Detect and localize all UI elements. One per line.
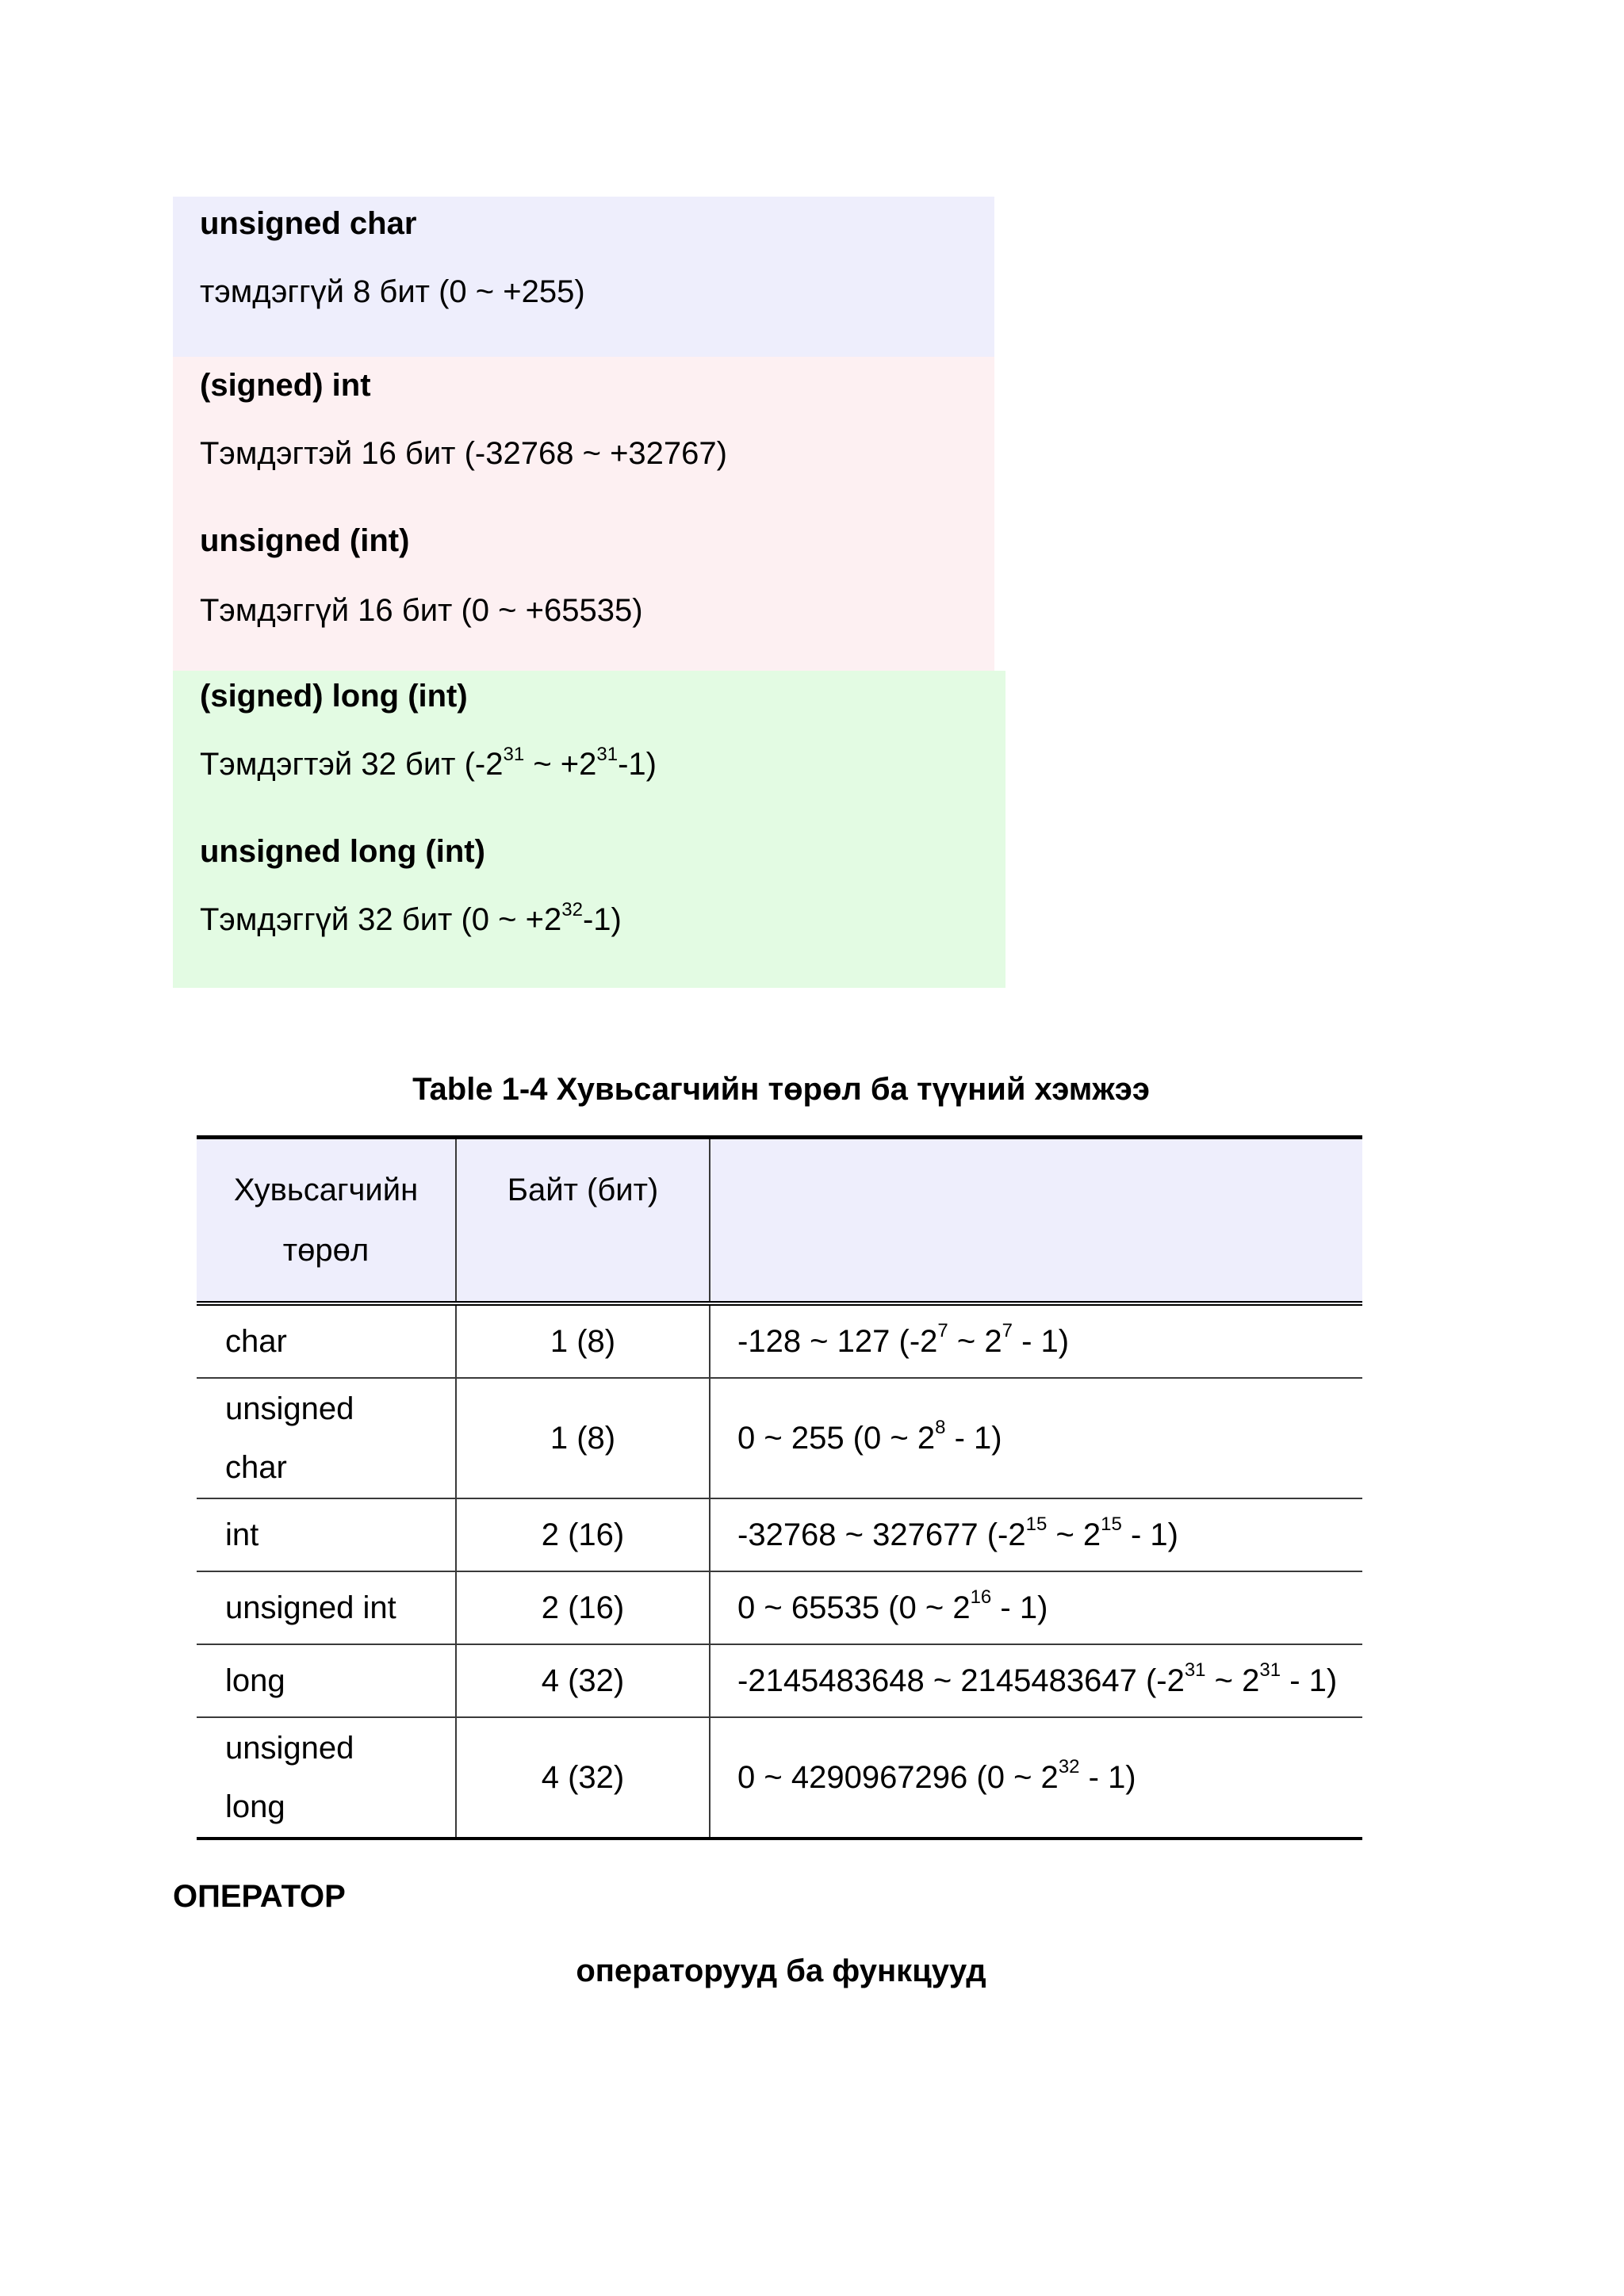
cell-type: long xyxy=(197,1644,456,1717)
type-block-unsigned-char xyxy=(173,197,994,357)
section-heading: ОПЕРАТОР xyxy=(173,1879,346,1914)
table-row xyxy=(197,1644,1362,1717)
table-row xyxy=(197,1303,1362,1378)
cell-bytes: 1 (8) xyxy=(456,1378,710,1498)
cell-bytes: 4 (32) xyxy=(456,1717,710,1839)
cell-bytes: 4 (32) xyxy=(456,1644,710,1717)
type-description: Тэмдэгтэй 16 бит (-32768 ~ +32767) xyxy=(200,436,727,471)
type-title: (signed) long (int) xyxy=(200,679,468,714)
cell-range: -2145483648 ~ 2145483647 ($-2^{31}$ ~ $2^{31} - 1$) xyxy=(710,1644,1362,1717)
type-title: unsigned char xyxy=(200,206,417,241)
cell-type: unsigned char xyxy=(197,1378,456,1498)
type-title: unsigned (int) xyxy=(200,523,410,558)
table-row xyxy=(197,1378,1362,1498)
exponent: 32 xyxy=(1058,1756,1080,1778)
type-block-long xyxy=(173,671,1005,988)
header-range xyxy=(710,1138,1362,1304)
cell-range: 0 ~ 4290967296 (0 ~ $2^{32} - 1$) xyxy=(710,1717,1362,1839)
variable-types-table xyxy=(197,1135,1362,1840)
cell-bytes: 2 (16) xyxy=(456,1498,710,1571)
exponent: 7 xyxy=(937,1320,948,1342)
exponent: 16 xyxy=(970,1586,992,1609)
type-block-int xyxy=(173,357,994,671)
section-subheading: операторууд ба функцууд xyxy=(576,1954,986,1988)
exponent: 15 xyxy=(1101,1513,1122,1536)
type-description: Тэмдэггүй 32 бит (0 ~ $+2^{32}-1$) xyxy=(200,898,622,937)
cell-bytes: 1 (8) xyxy=(456,1303,710,1378)
exponent: 31 xyxy=(1259,1659,1281,1682)
cell-type: unsigned int xyxy=(197,1571,456,1644)
cell-range: -128 ~ 127 ($-2^7$ ~ $2^7 - 1$) xyxy=(710,1303,1362,1378)
cell-range: -32768 ~ 327677 ($-2^{15}$ ~ $2^{15} - 1$) xyxy=(710,1498,1362,1571)
header-type: Хувьсагчийн төрөл xyxy=(197,1138,456,1304)
header-bytes: Байт (бит) xyxy=(456,1138,710,1304)
cell-type: char xyxy=(197,1303,456,1378)
table-row xyxy=(197,1717,1362,1839)
table-caption: Table 1-4 Хувьсагчийн төрөл ба түүний хэмжээ xyxy=(412,1072,1150,1107)
cell-type: unsigned long xyxy=(197,1717,456,1839)
cell-range: 0 ~ 255 (0 ~ $2^8 - 1$) xyxy=(710,1378,1362,1498)
exponent: 15 xyxy=(1025,1513,1048,1536)
table-row xyxy=(197,1571,1362,1644)
cell-type: int xyxy=(197,1498,456,1571)
exponent: 31 xyxy=(1184,1659,1206,1682)
exponent: 32 xyxy=(561,898,583,920)
type-description: Тэмдэгтэй 32 бит ($-2^{31}$ ~ $+2^{31}-1$) xyxy=(200,743,657,782)
table-header-row xyxy=(197,1138,1362,1304)
exponent: 31 xyxy=(503,743,525,765)
type-title: unsigned long (int) xyxy=(200,834,485,869)
exponent: 31 xyxy=(596,743,619,765)
type-description: тэмдэггүй 8 бит (0 ~ +255) xyxy=(200,274,585,309)
type-description: Тэмдэггүй 16 бит (0 ~ +65535) xyxy=(200,593,643,628)
cell-range: 0 ~ 65535 (0 ~ $2^{16} - 1$) xyxy=(710,1571,1362,1644)
exponent: 8 xyxy=(935,1417,946,1439)
type-title: (signed) int xyxy=(200,368,371,403)
exponent: 7 xyxy=(1002,1320,1013,1342)
cell-bytes: 2 (16) xyxy=(456,1571,710,1644)
table-row xyxy=(197,1498,1362,1571)
